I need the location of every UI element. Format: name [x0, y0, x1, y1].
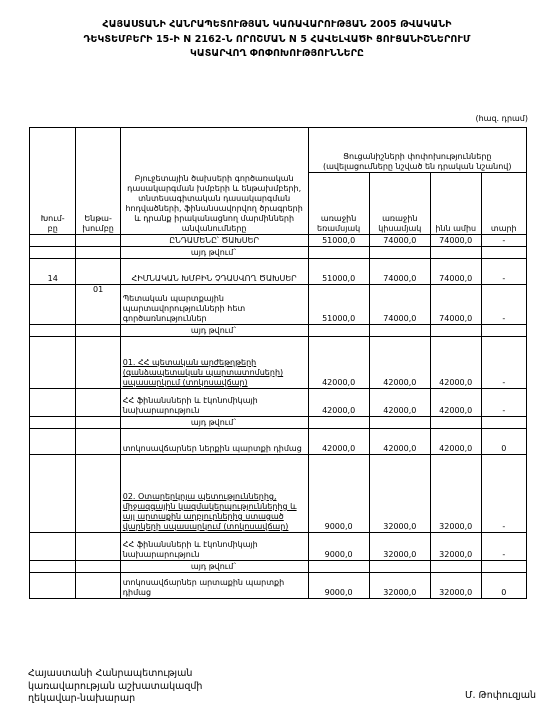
header-q1: առաջին եռամսյակ [308, 173, 369, 235]
row-subgroup: 01 [76, 285, 120, 325]
signatory-position [28, 668, 202, 706]
row-desc: Պետական պարտքային պարտավորությունների հետ գործառնություններ [120, 285, 308, 325]
row-desc: այդ թվում` [120, 561, 308, 573]
header-group: Խում- բը [30, 128, 76, 235]
footer-line-1: Հայաստանի Հանրապետության [28, 668, 193, 679]
table-row [30, 417, 527, 429]
row-year: - [481, 235, 526, 247]
row-desc: ՀՀ ֆինանսների և էկոնոմիկայի նախարարություն [120, 533, 308, 561]
header-changes: Ցուցանիշների փոփոխությունները (ավելացումները նշված են դրական նշանով) [308, 128, 526, 173]
header-9m: ինն ամիս [430, 173, 481, 235]
row-desc: ՀՀ ֆինանսների և էկոնոմիկայի նախարարություն [120, 389, 308, 417]
footer-line-3: ղեկավար-նախարար [28, 693, 136, 704]
header-year: տարի [481, 173, 526, 235]
document-title [40, 18, 514, 62]
row-group: 14 [30, 259, 76, 285]
header-h1: առաջին կիսամյակ [369, 173, 430, 235]
table-row: տոկոսավճարներ ներքին պարտքի դիմաց 42000,0 42000,0 42000,0 0 [30, 429, 527, 455]
row-desc: տոկոսավճարներ արտաքին պարտքի դիմաց [120, 573, 308, 599]
table-row [30, 561, 527, 573]
row-desc: ՀԻՄՆԱԿԱՆ ԽՄԲԻՆ ՉԴԱՍՎՈՂ ԾԱԽՍԵՐ [120, 259, 308, 285]
table-row: 01 Պետական պարտքային պարտավորությունների հետ գործառնություններ 51000,0 74000,0 74000,0 - [30, 285, 527, 325]
table-row: 14 ՀԻՄՆԱԿԱՆ ԽՄԲԻՆ ՉԴԱՍՎՈՂ ԾԱԽՍԵՐ 51000,0 74000,0 74000,0 - [30, 259, 527, 285]
table-row: 01. ՀՀ պետական արժեթղթերի (գանձապետական պարտատոմսերի) սպասարկում (տոկոսավճար) 42000,0 42000,0 42000,0 - [30, 337, 527, 389]
table-row [30, 247, 527, 259]
table-row: ՀՀ ֆինանսների և էկոնոմիկայի նախարարություն 42000,0 42000,0 42000,0 - [30, 389, 527, 417]
row-desc: այդ թվում` [120, 247, 308, 259]
table-row [30, 235, 527, 247]
header-subgroup: Ենթա- խումբը [76, 128, 120, 235]
row-desc: այդ թվում` [120, 325, 308, 337]
row-desc: ԸՆԴԱՄԵՆԸ՝ ԾԱԽՍԵՐ [120, 235, 308, 247]
title-line-1: ՀԱՅԱՍՏԱՆԻ ՀԱՆՐԱՊԵՏՈՒԹՅԱՆ ԿԱՌԱՎԱՐՈՒԹՅԱՆ 2005 ԹՎԱԿԱՆԻ [102, 19, 452, 30]
row-q1: 51000,0 [308, 235, 369, 247]
row-desc: այդ թվում` [120, 417, 308, 429]
budget-changes-table [29, 127, 527, 599]
footer-line-2: կառավարության աշխատակազմի [28, 680, 203, 692]
signatory-name: Մ. Թոփուզյան [464, 690, 536, 701]
table-row [30, 325, 527, 337]
row-9m: 74000,0 [430, 235, 481, 247]
row-desc: 01. ՀՀ պետական արժեթղթերի (գանձապետական պարտատոմսերի) սպասարկում (տոկոսավճար) [120, 337, 308, 389]
table-row: 02. Օտարերկրյա պետություններից, միջազգային կազմակերպություններից և այլ արտաքին աղբյուրներից ստացած վարկերի սպասարկում (տոկոսավճար) 9000,0 32000,0 32000,0 - [30, 455, 527, 533]
row-desc: 02. Օտարերկրյա պետություններից, միջազգային կազմակերպություններից և այլ արտաքին աղբյուրներից ստացած վարկերի սպասարկում (տոկոսավճար) [120, 455, 308, 533]
header-description: Բյուջետային ծախսերի գործառական դասակարգման խմբերի և ենթախմբերի, տնտեսագիտական դասակարգման հոդվածների, ֆինանսավորվող ծրագրերի և դրանք իրականացնող մարմինների անվանումները [120, 128, 308, 235]
table-row: տոկոսավճարներ արտաքին պարտքի դիմաց 9000,0 32000,0 32000,0 0 [30, 573, 527, 599]
unit-note: (հազ. դրամ) [475, 114, 528, 123]
table-row: ՀՀ ֆինանսների և էկոնոմիկայի նախարարություն 9000,0 32000,0 32000,0 - [30, 533, 527, 561]
title-line-3: ԿԱՏԱՐՎՈՂ ՓՈՓՈԽՈՒԹՅՈՒՆՆԵՐԸ [190, 48, 364, 59]
row-desc: տոկոսավճարներ ներքին պարտքի դիմաց [120, 429, 308, 455]
title-line-2: ԴԵԿՏԵՄԲԵՐԻ 15-Ի N 2162-Ն ՈՐՈՇՄԱՆ N 5 ՀԱՎԵԼՎԱԾԻ ՑՈՒՑԱՆԻՇՆԵՐՈՒՄ [83, 33, 471, 45]
row-h1: 74000,0 [369, 235, 430, 247]
